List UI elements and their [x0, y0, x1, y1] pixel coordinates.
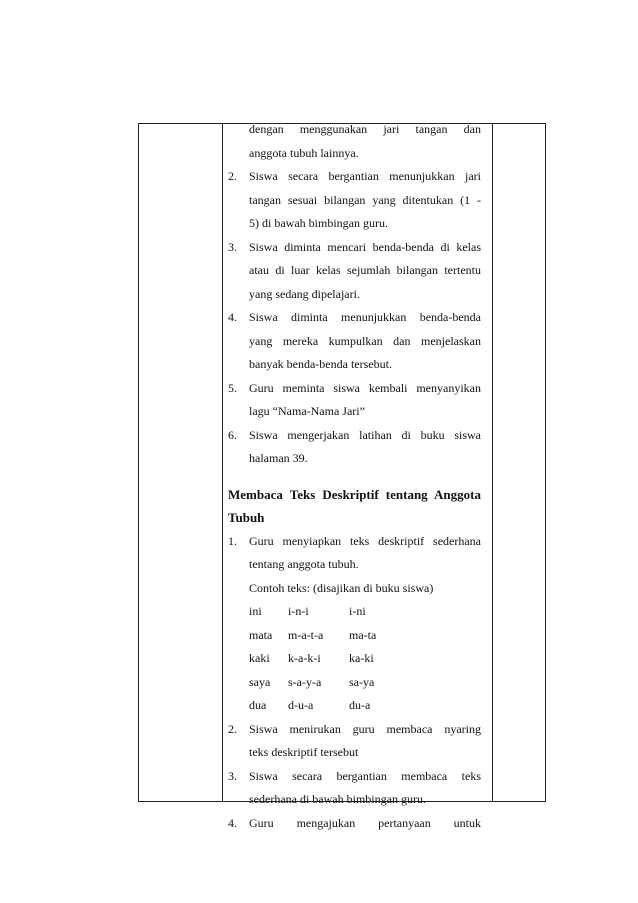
list-item: 2. Siswa menirukan guru membaca nyaring	[228, 721, 481, 736]
list-item-cont: halaman 39.	[249, 451, 308, 465]
list-item: 1. Guru menyiapkan teks deskriptif sederhana	[228, 533, 481, 548]
list-item-cont: sederhana di bawah bimbingan guru.	[249, 792, 426, 806]
list-item: 4. Guru mengajukan pertanyaan untuk	[228, 815, 481, 830]
example-table	[228, 600, 481, 718]
activity-list	[228, 118, 481, 471]
example-row: ini i-n-i i-ni	[249, 604, 366, 618]
list-item-cont: tentang anggota tubuh.	[249, 557, 359, 571]
list-item: 3. Siswa secara bergantian membaca teks	[228, 768, 481, 783]
list-item-cont: yang sedang dipelajari.	[249, 286, 360, 301]
section-heading-cont: Tubuh	[228, 510, 265, 525]
list-item: 2. Siswa secara bergantian menunjukkan jari	[228, 169, 481, 183]
list-item: 5. Guru meminta siswa kembali menyanyikan	[228, 380, 481, 395]
list-item: 4. Siswa diminta menunjukkan benda-benda	[228, 310, 481, 324]
list-item-cont: atau di luar kelas sejumlah bilangan tertentu	[249, 263, 481, 277]
list-item-cont: teks deskriptif tersebut	[249, 745, 359, 759]
list-item-cont: yang mereka kumpulkan dan menjelaskan	[249, 333, 481, 348]
example-row: mata m-a-t-a ma-ta	[249, 627, 377, 642]
list-item: 6. Siswa mengerjakan latihan di buku siswa	[228, 427, 481, 442]
example-row: kaki k-a-k-i ka-ki	[249, 651, 374, 665]
list-item-cont: tangan sesuai bilangan yang ditentukan (1 -	[249, 192, 481, 207]
example-intro: Contoh teks: (disajikan di buku siswa)	[249, 580, 434, 595]
list-item-cont: 5) di bawah bimbingan guru.	[249, 216, 388, 230]
list-item-cont: banyak benda-benda tersebut.	[249, 357, 392, 371]
list-item-cont: anggota tubuh lainnya.	[249, 145, 359, 160]
table-cell-activities	[228, 118, 481, 835]
example-row: saya s-a-y-a sa-ya	[249, 674, 375, 689]
list-item: 3. Siswa diminta mencari benda-benda di kelas	[228, 239, 481, 254]
list-item-cont: dengan menggunakan jari tangan dan	[249, 122, 481, 136]
table-column-divider	[492, 124, 493, 801]
example-row: dua d-u-a du-a	[249, 698, 371, 712]
list-item-cont: lagu “Nama-Nama Jari”	[249, 404, 365, 418]
table-column-divider	[222, 124, 223, 801]
section-heading: Membaca Teks Deskriptif tentang Anggota	[228, 486, 481, 502]
